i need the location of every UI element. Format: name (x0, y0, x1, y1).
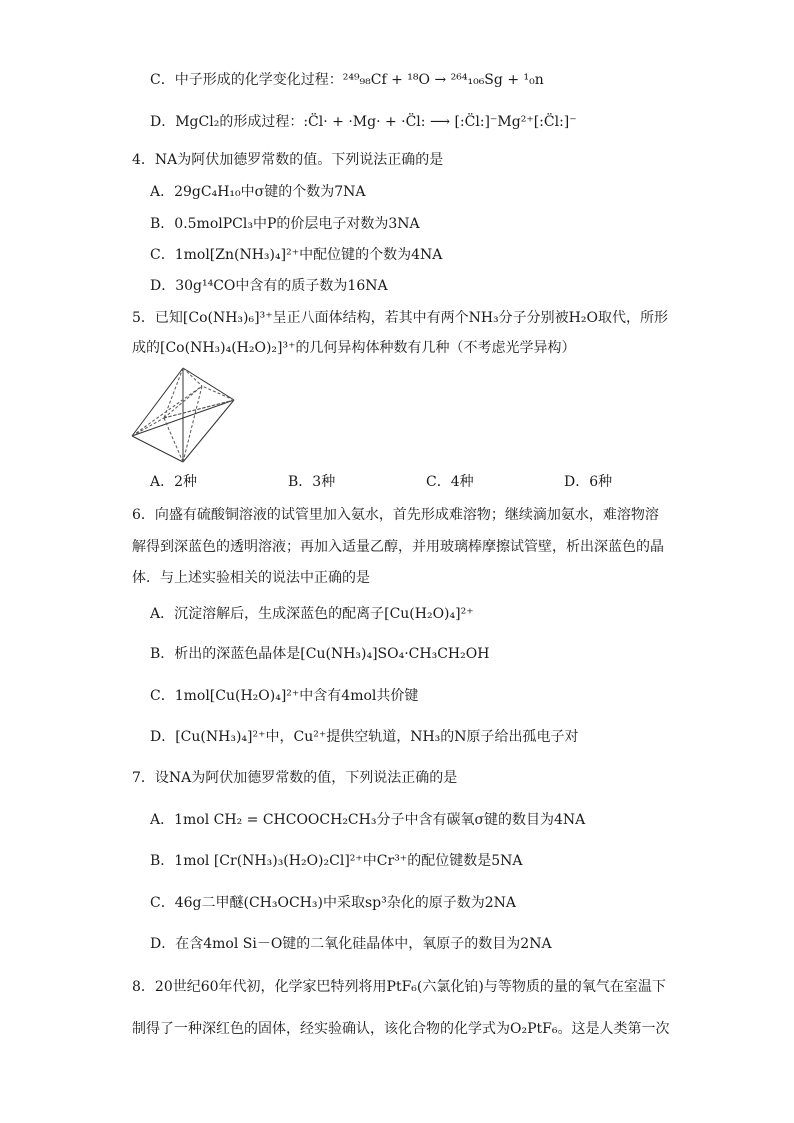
octahedron-diagram (130, 364, 236, 466)
q6-stem-line3: 体．与上述实验相关的说法中正确的是 (132, 570, 370, 586)
q8-stem-line1: 8．20世纪60年代初，化学家巴特列将用PtF₆(六氯化铂)与等物质的量的氧气在室温下 (132, 979, 666, 995)
q5-stem-line1: 5．已知[Co(NH₃)₆]³⁺呈正八面体结构，若其中有两个NH₃分子分别被H₂O取代，所形 (132, 310, 668, 326)
q6-option-b: B．析出的深蓝色晶体是[Cu(NH₃)₄]SO₄·CH₃CH₂OH (150, 646, 490, 662)
q3-option-c-equation: ²⁴⁹₉₈Cf + ¹⁸O → ²⁶⁴₁₀₆Sg + ¹₀n (342, 72, 544, 88)
q6-stem-line2: 解得到深蓝色的透明溶液；再加入适量乙醇，并用玻璃棒摩擦试管壁，析出深蓝色的晶 (132, 539, 664, 555)
q5-option-c: C．4种 (426, 474, 474, 490)
q6-option-c: C．1mol[Cu(H₂O)₄]²⁺中含有4mol共价键 (150, 688, 419, 704)
q6-option-d: D．[Cu(NH₃)₄]²⁺中，Cu²⁺提供空轨道，NH₃的N原子给出孤电子对 (150, 729, 579, 745)
q7-stem: 7．设NA为阿伏加德罗常数的值，下列说法正确的是 (132, 770, 458, 786)
q3-option-d-equation: :C̈l· + ·Mg· + ·C̈l: ⟶ [:C̈l:]⁻Mg²⁺[:C̈l:]⁻ (303, 114, 577, 130)
q7-option-b: B．1mol [Cr(NH₃)₃(H₂O)₂Cl]²⁺中Cr³⁺的配位键数是5NA (150, 853, 523, 869)
q5-stem-line2: 成的[Co(NH₃)₄(H₂O)₂]³⁺的几何异构体种数有几种（不考虑光学异构） (132, 340, 576, 356)
q4-option-d: D．30g¹⁴CO中含有的质子数为16NA (150, 278, 388, 294)
q4-option-a: A．29gC₄H₁₀中σ键的个数为7NA (150, 184, 366, 200)
q4-option-c: C．1mol[Zn(NH₃)₄]²⁺中配位键的个数为4NA (150, 247, 443, 263)
q3-option-d-text: D．MgCl₂的形成过程： (150, 114, 304, 130)
q5-option-d: D．6种 (564, 474, 613, 490)
q3-option-c (150, 70, 544, 90)
q7-option-c: C．46g二甲醚(CH₃OCH₃)中采取sp³杂化的原子数为2NA (150, 895, 516, 911)
q4-option-b: B．0.5molPCl₃中P的价层电子对数为3NA (150, 216, 420, 232)
q5-option-a: A．2种 (150, 474, 198, 490)
q7-option-d: D．在含4mol Si－O键的二氧化硅晶体中，氧原子的数目为2NA (150, 936, 552, 952)
q6-stem-line1: 6．向盛有硫酸铜溶液的试管里加入氨水，首先形成难溶物；继续滴加氨水，难溶物溶 (132, 507, 659, 523)
q5-option-b: B．3种 (288, 474, 336, 490)
q4-stem: 4．NA为阿伏加德罗常数的值。下列说法正确的是 (132, 152, 444, 168)
q6-option-a: A．沉淀溶解后，生成深蓝色的配离子[Cu(H₂O)₄]²⁺ (150, 606, 474, 622)
q5-options (150, 472, 750, 492)
q3-option-d (150, 112, 577, 132)
q3-option-c-text: C．中子形成的化学变化过程： (150, 72, 343, 88)
q7-option-a: A．1mol CH₂ = CHCOOCH₂CH₃分子中含有碳氧σ键的数目为4NA (150, 812, 586, 828)
q8-stem-line2: 制得了一种深红色的固体，经实验确认，该化合物的化学式为O₂PtF₆。这是人类第一次 (132, 1021, 670, 1037)
